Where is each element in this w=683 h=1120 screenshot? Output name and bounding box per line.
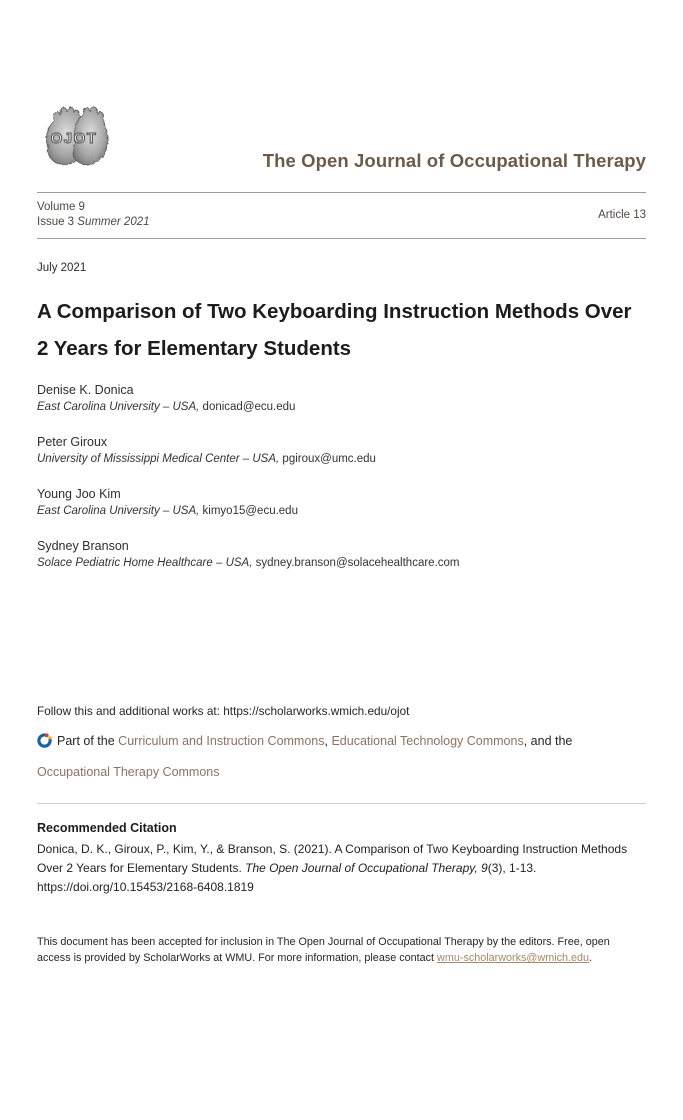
recommended-citation-heading: Recommended Citation (37, 821, 177, 835)
journal-title: The Open Journal of Occupational Therapy (262, 150, 646, 171)
author-affiliation: East Carolina University – USA, donicad@ecu.edu (37, 401, 296, 413)
cover-page (0, 96, 683, 1120)
author-entry (37, 486, 646, 519)
commons-link-ot[interactable]: Occupational Therapy Commons (37, 765, 220, 779)
masthead (37, 193, 646, 238)
volume-label: Volume 9 (37, 201, 85, 213)
follow-prefix: Follow this and additional works at: (37, 704, 220, 718)
follow-line (37, 704, 646, 718)
citation-text: Donica, D. K., Giroux, P., Kim, Y., & Branson, S. (2021). A Comparison of Two Keyboarding Instruction Methods Over 2 Years for Elementary Students. The Open Journal of Occupational Therapy, 9(3), 1-13. https://doi.org/10.15453/2168-6408.1819 (37, 840, 643, 897)
commons-link-curriculum[interactable]: Curriculum and Instruction Commons (118, 734, 325, 748)
ojot-logo (37, 96, 109, 178)
ojot-logo-text: OJOT (50, 130, 98, 147)
citation-divider (37, 803, 646, 804)
part-of-prefix: Part of the (57, 734, 115, 748)
footer-email-link[interactable]: wmu-scholarworks@wmich.edu (437, 952, 590, 964)
author-entry (37, 538, 646, 571)
volume-issue (37, 200, 150, 230)
author-name: Peter Giroux (37, 435, 108, 449)
author-name: Denise K. Donica (37, 383, 134, 397)
author-name: Sydney Branson (37, 539, 129, 553)
author-email: kimyo15@ecu.edu (202, 505, 298, 517)
commons-link-ed-tech[interactable]: Educational Technology Commons (331, 734, 524, 748)
journal-header (37, 96, 646, 178)
author-email: pgiroux@umc.edu (282, 453, 376, 465)
publication-date: July 2021 (37, 262, 87, 274)
author-name: Young Joo Kim (37, 487, 121, 501)
paper-title: A Comparison of Two Keyboarding Instruction Methods Over 2 Years for Elementary Students (37, 300, 632, 360)
author-affiliation: Solace Pediatric Home Healthcare – USA, sydney.branson@solacehealthcare.com (37, 557, 460, 569)
author-affiliation: East Carolina University – USA, kimyo15@ecu.edu (37, 505, 298, 517)
part-of-line: Part of the Curriculum and Instruction Commons, Educational Technology Commons, and the Occupational Therapy Commons (37, 727, 637, 786)
author-list (37, 382, 646, 571)
ojot-logo-image (37, 96, 109, 178)
author-entry (37, 434, 646, 467)
issue-label: Issue 3 Summer 2021 (37, 216, 150, 228)
issue-season: Summer 2021 (77, 216, 150, 228)
author-affiliation: University of Mississippi Medical Center – USA, pgiroux@umc.edu (37, 453, 376, 465)
doi-link[interactable]: https://doi.org/10.15453/2168-6408.1819 (37, 880, 254, 894)
digital-commons-network-icon (37, 730, 52, 758)
author-email: sydney.branson@solacehealthcare.com (255, 557, 460, 569)
author-email: donicad@ecu.edu (202, 401, 296, 413)
follow-url[interactable]: https://scholarworks.wmich.edu/ojot (223, 704, 410, 718)
footer-note: This document has been accepted for inclusion in The Open Journal of Occupational Therapy by the editors. Free, open access is provided by ScholarWorks at WMU. For more information, please contact wmu-scholarworks@wmich.edu. (37, 936, 610, 964)
citation-journal-italic: The Open Journal of Occupational Therapy, 9 (245, 861, 488, 875)
masthead-divider-bottom (37, 238, 646, 239)
article-number: Article 13 (598, 208, 646, 221)
author-entry (37, 382, 646, 415)
